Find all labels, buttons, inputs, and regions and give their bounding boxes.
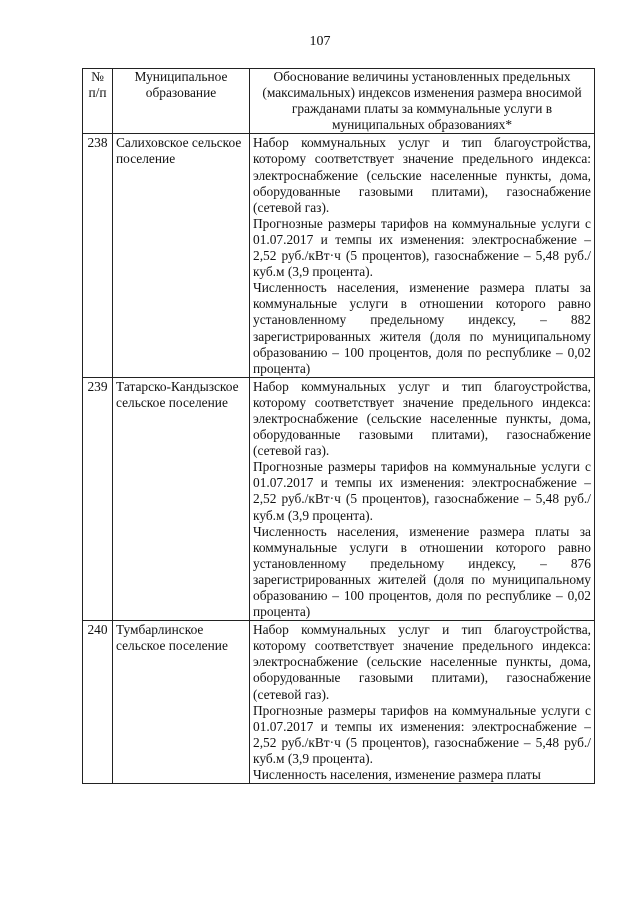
table-header	[83, 69, 595, 134]
services-paragraph: Набор коммунальных услуг и тип благоустройства, которому соответствует значение предельного индекса: электроснабжение (сельские населенные пункты, дома, оборудованные газовыми плитами), газоснабжение (сетевой газ).	[253, 622, 591, 702]
row-number: 239	[83, 377, 113, 620]
tariffs-paragraph: Прогнозные размеры тарифов на коммунальные услуги с 01.07.2017 и темпы их изменения: электроснабжение – 2,52 руб./кВт·ч (5 процентов), газоснабжение – 5,48 руб./куб.м (3,9 процента).	[253, 459, 591, 523]
header-justification: Обоснование величины установленных предельных (максимальных) индексов изменения размера вносимой гражданами платы за коммунальные услуги в муниципальных образованиях*	[250, 69, 595, 134]
table-body	[83, 134, 595, 784]
row-number: 238	[83, 134, 113, 377]
table-row	[83, 134, 595, 377]
table-header-row	[83, 69, 595, 134]
tariff-justification-table	[82, 68, 595, 784]
header-municipality: Муниципальное образование	[113, 69, 250, 134]
table-row	[83, 621, 595, 784]
services-paragraph: Набор коммунальных услуг и тип благоустройства, которому соответствует значение предельного индекса: электроснабжение (сельские населенные пункты, дома, оборудованные газовыми плитами), газоснабжение (сетевой газ).	[253, 135, 591, 215]
tariffs-paragraph: Прогнозные размеры тарифов на коммунальные услуги с 01.07.2017 и темпы их изменения: электроснабжение – 2,52 руб./кВт·ч (5 процентов), газоснабжение – 5,48 руб./куб.м (3,9 процента).	[253, 215, 591, 280]
services-paragraph: Набор коммунальных услуг и тип благоустройства, которому соответствует значение предельного индекса: электроснабжение (сельские населенные пункты, дома, оборудованные газовыми плитами), газоснабжение (сетевой газ).	[253, 378, 591, 459]
row-municipality: Тумбарлинское сельское поселение	[113, 621, 250, 784]
population-paragraph: Численность населения, изменение размера платы	[253, 767, 541, 783]
row-justification	[250, 621, 595, 784]
population-paragraph: Численность населения, изменение размера платы за коммунальные услуги в отношении которого равно установленному предельному индексу, – 882 зарегистрированных жителя (доля по муниципальному образованию – 100 процентов, доля по республике – 0,02 процента)	[253, 280, 591, 376]
population-paragraph: Численность населения, изменение размера платы за коммунальные услуги в отношении которого равно установленному предельному индексу, – 876 зарегистрированных жителей (доля по муниципальному образованию – 100 процентов, доля по республике – 0,02 процента)	[253, 523, 591, 620]
row-number: 240	[83, 621, 113, 784]
tariffs-paragraph: Прогнозные размеры тарифов на коммунальные услуги с 01.07.2017 и темпы их изменения: электроснабжение – 2,52 руб./кВт·ч (5 процентов), газоснабжение – 5,48 руб./куб.м (3,9 процента).	[253, 702, 591, 766]
page-number: 107	[309, 34, 331, 49]
row-municipality: Салиховское сельское поселение	[113, 134, 250, 377]
row-municipality: Татарско-Кандызское сельское поселение	[113, 377, 250, 620]
header-number: № п/п	[83, 69, 113, 134]
row-justification	[250, 134, 595, 377]
row-justification	[250, 377, 595, 620]
table-row	[83, 377, 595, 620]
